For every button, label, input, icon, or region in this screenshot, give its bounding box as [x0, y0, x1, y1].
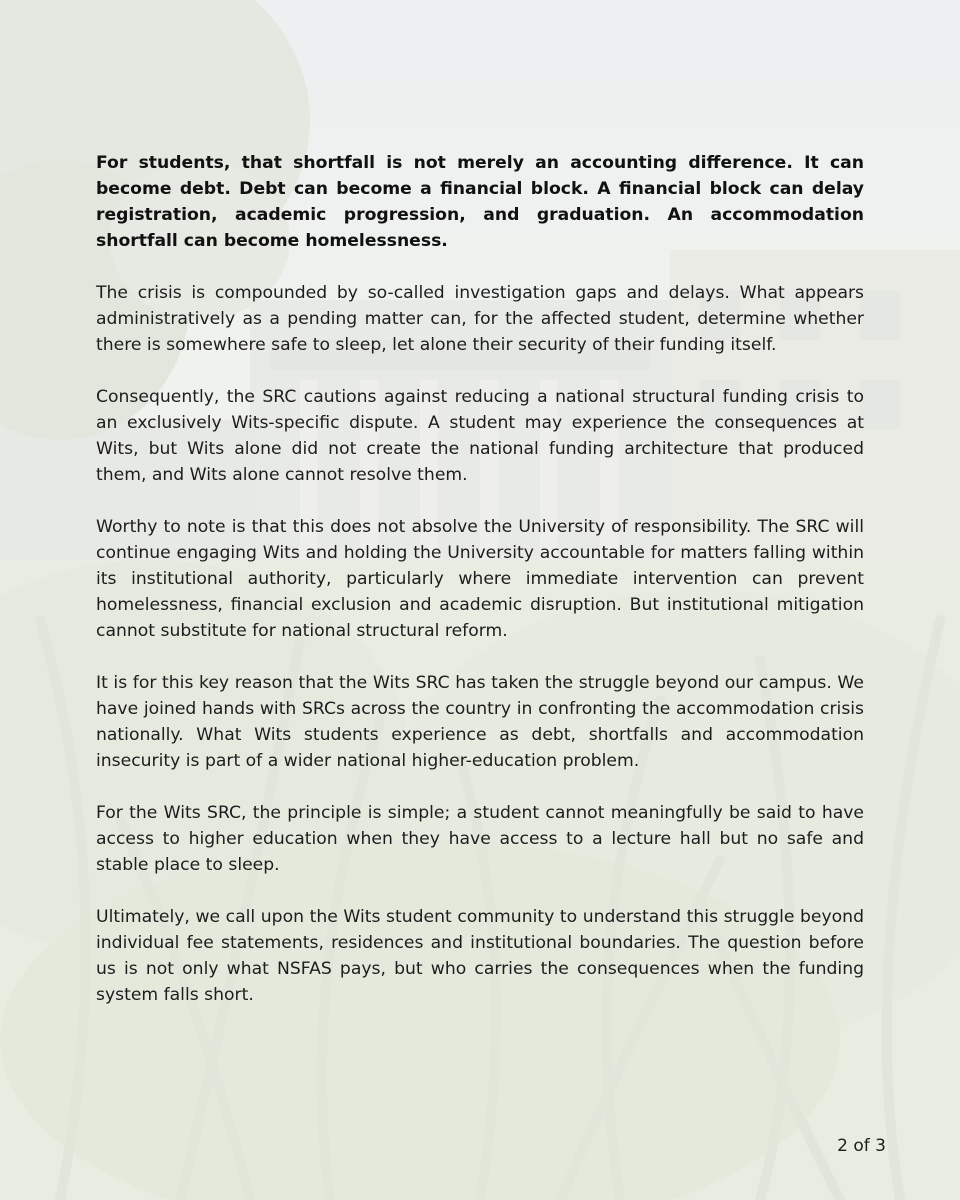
paragraph-principle: For the Wits SRC, the principle is simple; a student cannot meaningfully be said to have access to higher education when they have access to a lecture hall but no safe and stable place to sleep. [96, 803, 864, 875]
paragraph-investigation-gaps: The crisis is compounded by so-called investigation gaps and delays. What appears administratively as a pending matter can, for the affected student, determine whether there is somewhere safe to sleep, let alone their security of their funding itself. [96, 283, 864, 355]
paragraph-beyond-campus: It is for this key reason that the Wits SRC has taken the struggle beyond our campus. We have joined hands with SRCs across the country in confronting the accommodation crisis nationally. What Wits students experience as debt, shortfalls and accommodation insecurity is part of a wider national higher-education problem. [96, 673, 864, 771]
paragraph-call-to-action: Ultimately, we call upon the Wits student community to understand this struggle beyond individual fee statements, residences and institutional boundaries. The question before us is not only what NSFAS pays, but who carries the consequences when the funding system falls short. [96, 907, 864, 1005]
paragraph-lead: For students, that shortfall is not merely an accounting difference. It can become debt. Debt can become a financial block. A financial block can delay registration, academic progression, and graduation. An accommodation shortfall can become homelessness. [96, 153, 864, 251]
paragraph-university-responsibility: Worthy to note is that this does not absolve the University of responsibility. The SRC will continue engaging Wits and holding the University accountable for matters falling within its institutional authority, particularly where immediate intervention can prevent homelessness, financial exclusion and academic disruption. But institutional mitigation cannot substitute for national structural reform. [96, 517, 864, 641]
document-body [96, 150, 864, 1034]
paragraph-national-crisis: Consequently, the SRC cautions against reducing a national structural funding crisis to an exclusively Wits-specific dispute. A student may experience the consequences at Wits, but Wits alone did not create the national funding architecture that produced them, and Wits alone cannot resolve them. [96, 387, 864, 485]
page-indicator: 2 of 3 [837, 1136, 886, 1156]
